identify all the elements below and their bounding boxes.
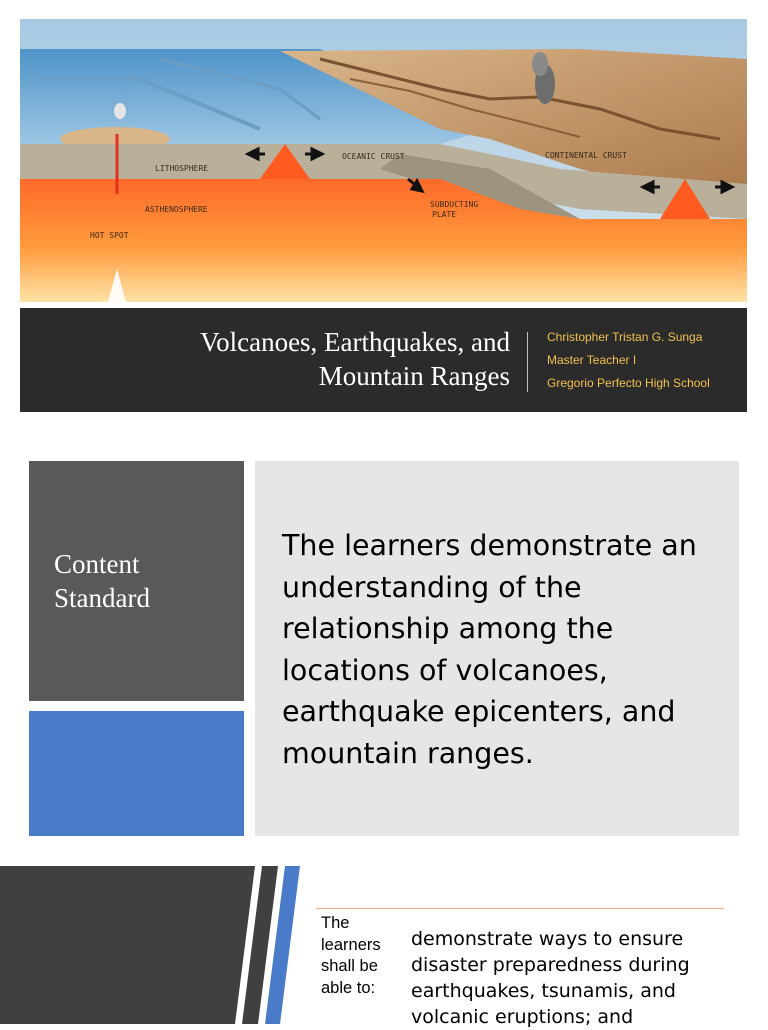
- subducting-plate-label-2: PLATE: [432, 210, 457, 219]
- plate-tectonics-diagram: [20, 19, 747, 302]
- title-bar: [20, 308, 747, 412]
- author-position: Master Teacher I: [547, 353, 637, 367]
- content-standard-heading: [54, 547, 234, 615]
- accent-blue-box: [29, 711, 244, 836]
- author-school: Gregorio Perfecto High School: [547, 376, 710, 390]
- oceanic-crust-label: OCEANIC CRUST: [342, 152, 405, 161]
- lithosphere-label: LITHOSPHERE: [155, 164, 208, 173]
- asthenosphere-label: ASTHENOSPHERE: [145, 205, 208, 214]
- content-standard-text: The learners demonstrate an understanding of the relationship among the locations of volcanoes, earthquake epicenters, and mountain ranges.: [282, 529, 697, 770]
- title-divider: [527, 332, 528, 392]
- heading-line-2: Standard: [54, 583, 150, 613]
- subducting-plate-label-1: SUBDUCTING: [430, 200, 479, 209]
- presentation-title: [70, 325, 510, 393]
- content-standard-body-box: [255, 461, 739, 836]
- content-standard-label-box: [29, 461, 244, 701]
- title-line-2: Mountain Ranges: [318, 361, 510, 391]
- title-line-1: Volcanoes, Earthquakes, and: [200, 327, 510, 357]
- performance-standard-text: demonstrate ways to ensure disaster preparedness during earthquakes, tsunamis, and volcanic eruptions; and: [411, 928, 690, 1028]
- author-name: Christopher Tristan G. Sunga: [547, 330, 703, 344]
- hot-spot-label: HOT SPOT: [90, 231, 129, 240]
- continental-crust-label: CONTINENTAL CRUST: [545, 151, 627, 160]
- section-rule: [316, 908, 724, 909]
- performance-standard-label: The learners shall be able to:: [321, 914, 381, 997]
- heading-line-1: Content: [54, 549, 140, 579]
- author-block: [547, 326, 710, 395]
